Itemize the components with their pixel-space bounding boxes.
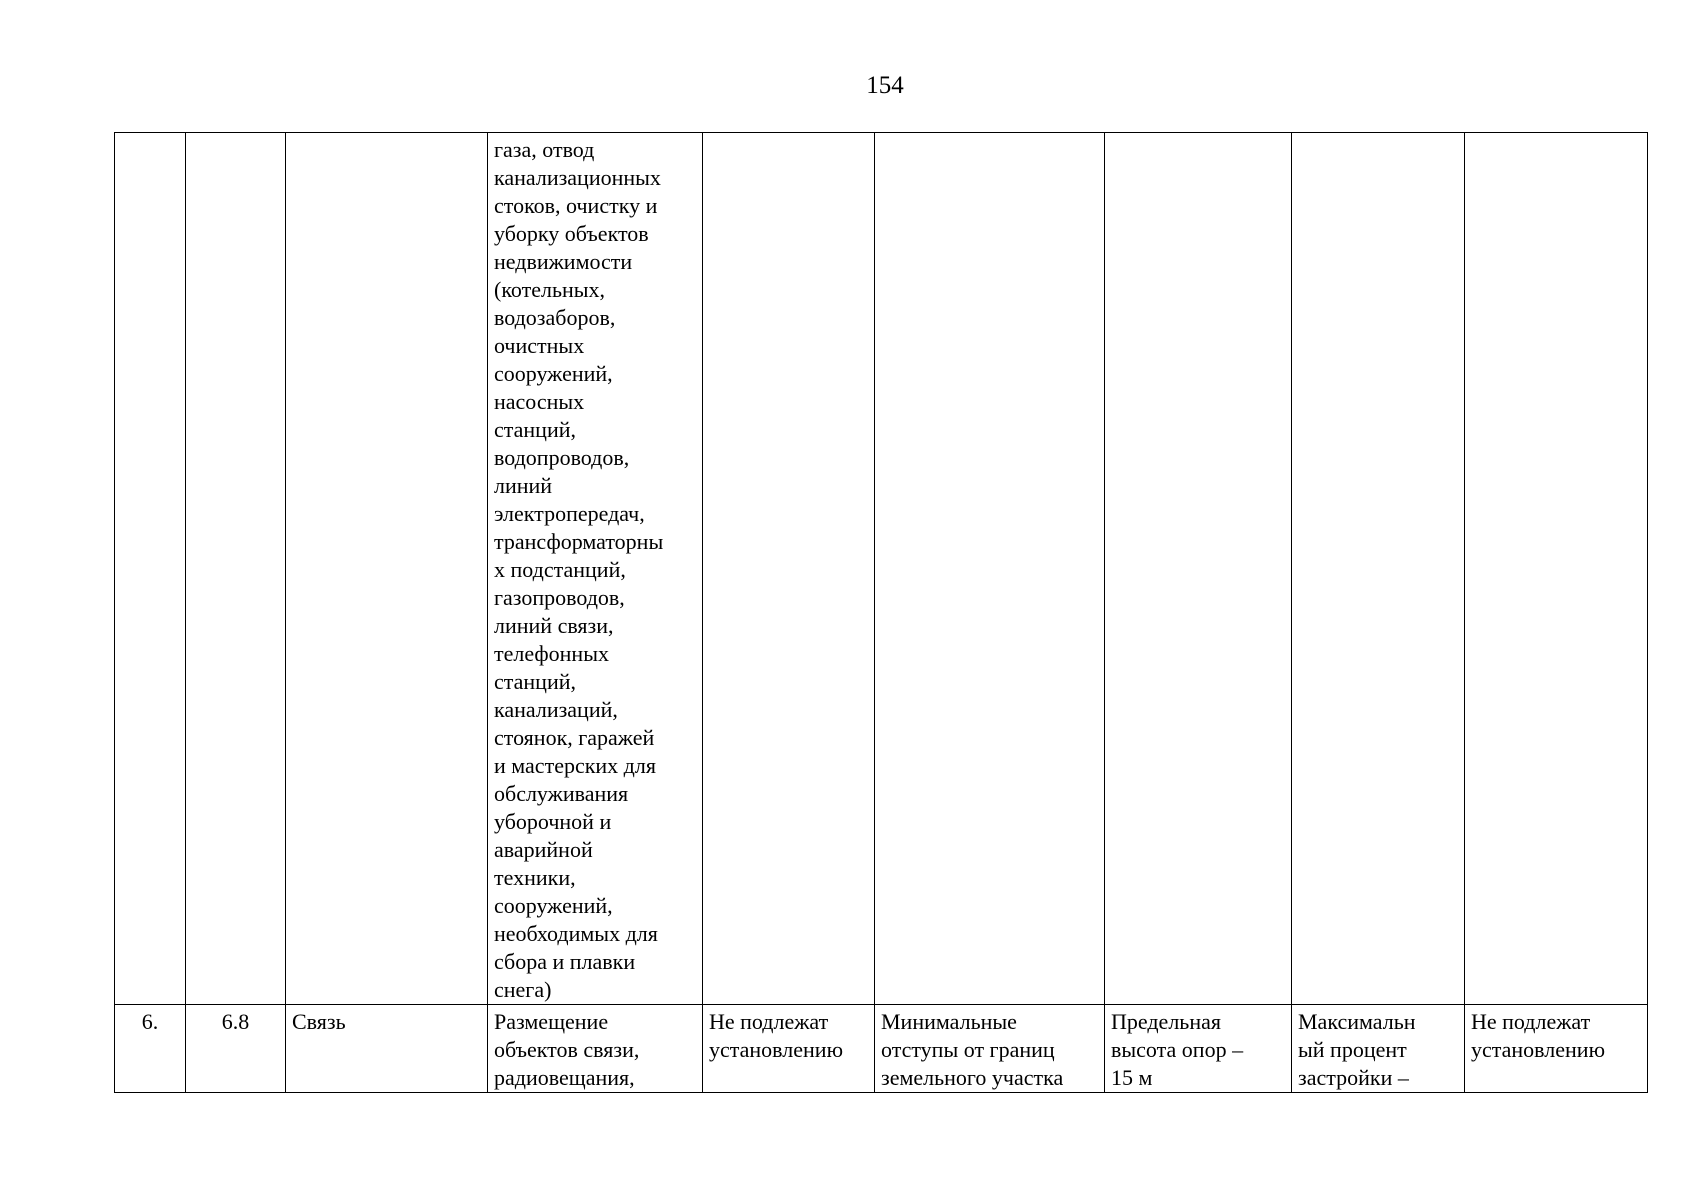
cell-coverage [1292, 133, 1465, 1005]
cell-text-line: канализационных [494, 165, 661, 190]
cell-text-line: обслуживания [494, 781, 629, 806]
cell-text-line: насосных [494, 389, 585, 414]
cell-height [1105, 1005, 1292, 1093]
cell-text-line: электропередач, [494, 501, 645, 526]
cell-text-line: линий [494, 473, 553, 498]
regulations-table [114, 132, 1648, 1093]
cell-text-line: (котельных, [494, 277, 606, 302]
page-number: 154 [866, 72, 904, 99]
cell-text-line: водопроводов, [494, 445, 630, 470]
cell-text-line: Не подлежат [709, 1009, 829, 1034]
cell-min-max-area [703, 1005, 875, 1093]
cell-text-line: необходимых для [494, 921, 658, 946]
cell-text-line: объектов связи, [494, 1037, 640, 1062]
table-row-continued [115, 133, 1648, 1005]
cell-use-description [488, 133, 703, 1005]
cell-code [186, 133, 286, 1005]
cell-other [1465, 1005, 1648, 1093]
cell-text-line: газопроводов, [494, 585, 625, 610]
cell-text-line: очистных [494, 333, 585, 358]
cell-text-line: сооружений, [494, 893, 613, 918]
cell-min-max-area [703, 133, 875, 1005]
cell-text-line: сооружений, [494, 361, 613, 386]
cell-text-line: стоков, очистку и [494, 193, 658, 218]
cell-other [1465, 133, 1648, 1005]
cell-text-line: стоянок, гаражей [494, 725, 655, 750]
cell-text-line: водозаборов, [494, 305, 616, 330]
cell-text-line: 6. [141, 1009, 159, 1034]
cell-text-line: станций, [494, 669, 577, 694]
cell-text-line: установлению [709, 1037, 844, 1062]
cell-text-line: канализаций, [494, 697, 618, 722]
cell-text-line: Связь [292, 1009, 346, 1034]
cell-text-line: застройки – [1298, 1065, 1409, 1090]
cell-text-line: уборку объектов [494, 221, 649, 246]
table-row [115, 1005, 1648, 1093]
cell-setbacks [875, 1005, 1105, 1093]
cell-text-line: уборочной и [494, 809, 612, 834]
cell-text-line: установлению [1471, 1037, 1606, 1062]
cell-use-name [286, 133, 488, 1005]
cell-text-line: станций, [494, 417, 577, 442]
cell-text-line: линий связи, [494, 613, 614, 638]
cell-text-line: Не подлежат [1471, 1009, 1591, 1034]
cell-text-line: 6.8 [221, 1009, 250, 1034]
cell-number [115, 1005, 186, 1093]
cell-use-description [488, 1005, 703, 1093]
cell-setbacks [875, 133, 1105, 1005]
cell-text-line: телефонных [494, 641, 609, 666]
cell-text-line: земельного участка [881, 1065, 1064, 1090]
cell-coverage [1292, 1005, 1465, 1093]
cell-height [1105, 133, 1292, 1005]
cell-text-line: Размещение [494, 1009, 609, 1034]
cell-text-line: отступы от границ [881, 1037, 1055, 1062]
cell-use-name [286, 1005, 488, 1093]
cell-text-line: х подстанций, [494, 557, 626, 582]
cell-text-line: недвижимости [494, 249, 633, 274]
cell-text-line: ый процент [1298, 1037, 1407, 1062]
cell-text-line: Минимальные [881, 1009, 1017, 1034]
cell-text-line: радиовещания, [494, 1065, 635, 1090]
cell-text-line: трансформаторны [494, 529, 664, 554]
cell-text-line: газа, отвод [494, 137, 595, 162]
cell-text-line: и мастерских для [494, 753, 656, 778]
cell-text-line: 15 м [1111, 1065, 1153, 1090]
cell-number [115, 133, 186, 1005]
cell-text-line: аварийной [494, 837, 593, 862]
cell-code [186, 1005, 286, 1093]
cell-text-line: высота опор – [1111, 1037, 1244, 1062]
cell-text-line: сбора и плавки [494, 949, 636, 974]
cell-text-line: снега) [494, 977, 552, 1002]
cell-text-line: Максимальн [1298, 1009, 1416, 1034]
cell-text-line: Предельная [1111, 1009, 1221, 1034]
cell-text-line: техники, [494, 865, 576, 890]
